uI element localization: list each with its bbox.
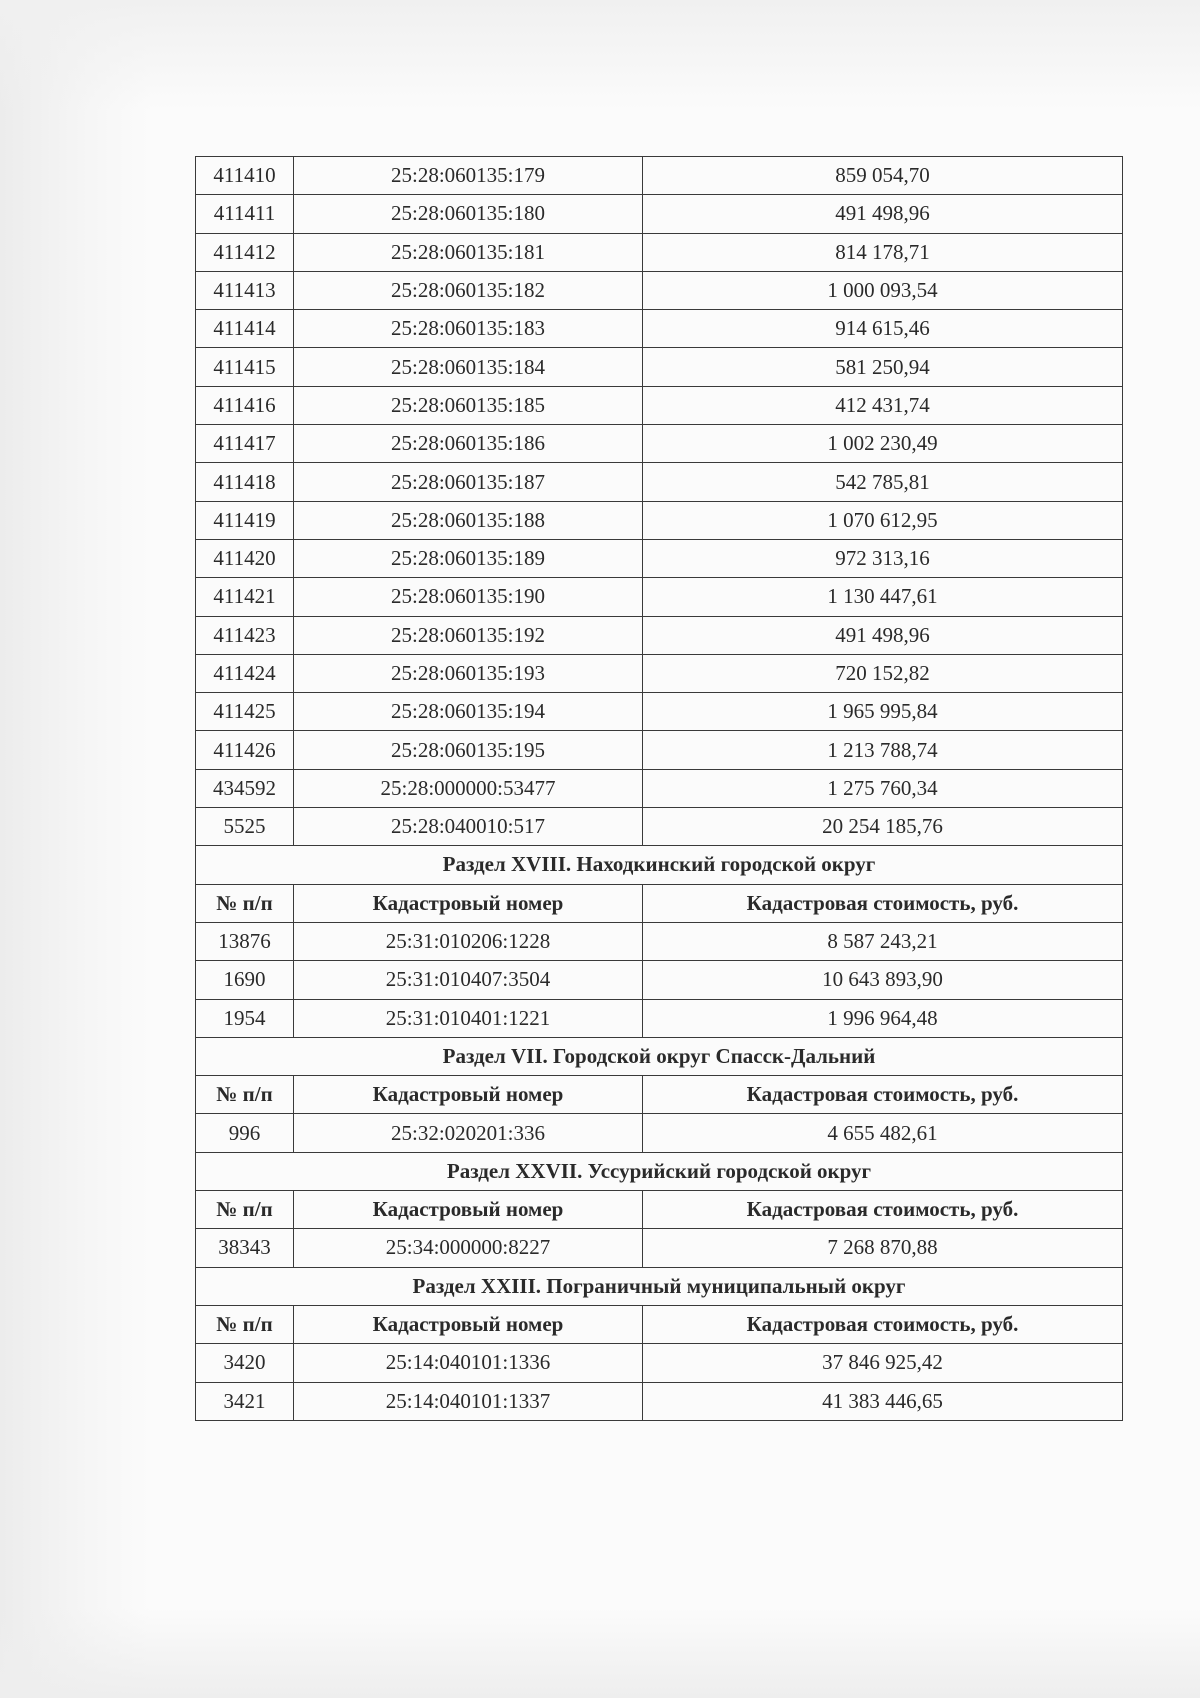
table-row <box>196 999 1123 1037</box>
table-row <box>196 463 1123 501</box>
cadastral-value-cell: 1 130 447,61 <box>643 578 1123 616</box>
table-row <box>196 769 1123 807</box>
table-row <box>196 961 1123 999</box>
row-number-cell: 411421 <box>196 578 294 616</box>
header-row-number: № п/п <box>196 1191 294 1229</box>
row-number-cell: 411414 <box>196 310 294 348</box>
header-row-number: № п/п <box>196 884 294 922</box>
header-cadastral-number: Кадастровый номер <box>294 1076 643 1114</box>
cadastral-number-cell: 25:28:060135:188 <box>294 501 643 539</box>
header-cadastral-number: Кадастровый номер <box>294 884 643 922</box>
row-number-cell: 13876 <box>196 922 294 960</box>
cadastral-value-cell: 1 996 964,48 <box>643 999 1123 1037</box>
table-row <box>196 539 1123 577</box>
table-row <box>196 1382 1123 1420</box>
table-row <box>196 195 1123 233</box>
table-row <box>196 693 1123 731</box>
cadastral-number-cell: 25:31:010206:1228 <box>294 922 643 960</box>
cadastral-number-cell: 25:28:060135:182 <box>294 271 643 309</box>
section-title: Раздел VII. Городской округ Спасск-Дальний <box>196 1037 1123 1075</box>
cadastral-table-body <box>196 157 1123 1421</box>
column-header-row <box>196 1305 1123 1343</box>
row-number-cell: 411419 <box>196 501 294 539</box>
cadastral-number-cell: 25:28:060135:183 <box>294 310 643 348</box>
row-number-cell: 411426 <box>196 731 294 769</box>
cadastral-number-cell: 25:32:020201:336 <box>294 1114 643 1152</box>
header-cadastral-value: Кадастровая стоимость, руб. <box>643 1305 1123 1343</box>
header-cadastral-number: Кадастровый номер <box>294 1305 643 1343</box>
row-number-cell: 5525 <box>196 808 294 846</box>
cadastral-value-cell: 8 587 243,21 <box>643 922 1123 960</box>
row-number-cell: 411413 <box>196 271 294 309</box>
cadastral-number-cell: 25:28:040010:517 <box>294 808 643 846</box>
row-number-cell: 3420 <box>196 1344 294 1382</box>
column-header-row <box>196 1076 1123 1114</box>
header-cadastral-value: Кадастровая стоимость, руб. <box>643 884 1123 922</box>
cadastral-number-cell: 25:31:010407:3504 <box>294 961 643 999</box>
table-row <box>196 271 1123 309</box>
cadastral-value-cell: 1 275 760,34 <box>643 769 1123 807</box>
table-row <box>196 654 1123 692</box>
cadastral-value-cell: 720 152,82 <box>643 654 1123 692</box>
cadastral-value-cell: 914 615,46 <box>643 310 1123 348</box>
table-row <box>196 808 1123 846</box>
cadastral-number-cell: 25:28:060135:192 <box>294 616 643 654</box>
row-number-cell: 3421 <box>196 1382 294 1420</box>
row-number-cell: 411411 <box>196 195 294 233</box>
cadastral-number-cell: 25:31:010401:1221 <box>294 999 643 1037</box>
cadastral-number-cell: 25:28:060135:181 <box>294 233 643 271</box>
cadastral-number-cell: 25:28:060135:195 <box>294 731 643 769</box>
section-title: Раздел XXIII. Пограничный муниципальный округ <box>196 1267 1123 1305</box>
row-number-cell: 411418 <box>196 463 294 501</box>
cadastral-number-cell: 25:28:000000:53477 <box>294 769 643 807</box>
row-number-cell: 411416 <box>196 386 294 424</box>
table-row <box>196 616 1123 654</box>
cadastral-value-cell: 37 846 925,42 <box>643 1344 1123 1382</box>
cadastral-value-cell: 1 002 230,49 <box>643 425 1123 463</box>
cadastral-number-cell: 25:28:060135:180 <box>294 195 643 233</box>
row-number-cell: 411410 <box>196 157 294 195</box>
section-title: Раздел XXVII. Уссурийский городской округ <box>196 1152 1123 1190</box>
row-number-cell: 1690 <box>196 961 294 999</box>
row-number-cell: 411424 <box>196 654 294 692</box>
cadastral-value-cell: 859 054,70 <box>643 157 1123 195</box>
cadastral-number-cell: 25:34:000000:8227 <box>294 1229 643 1267</box>
section-title-row <box>196 846 1123 884</box>
table-row <box>196 425 1123 463</box>
header-row-number: № п/п <box>196 1305 294 1343</box>
cadastral-value-cell: 41 383 446,65 <box>643 1382 1123 1420</box>
cadastral-value-cell: 542 785,81 <box>643 463 1123 501</box>
header-cadastral-value: Кадастровая стоимость, руб. <box>643 1191 1123 1229</box>
row-number-cell: 434592 <box>196 769 294 807</box>
table-row <box>196 1344 1123 1382</box>
cadastral-value-cell: 10 643 893,90 <box>643 961 1123 999</box>
row-number-cell: 1954 <box>196 999 294 1037</box>
table-row <box>196 731 1123 769</box>
cadastral-number-cell: 25:28:060135:187 <box>294 463 643 501</box>
cadastral-value-cell: 1 000 093,54 <box>643 271 1123 309</box>
cadastral-value-cell: 972 313,16 <box>643 539 1123 577</box>
cadastral-value-cell: 491 498,96 <box>643 616 1123 654</box>
cadastral-number-cell: 25:28:060135:185 <box>294 386 643 424</box>
scan-shading-bottom <box>0 1608 1200 1698</box>
cadastral-value-cell: 1 965 995,84 <box>643 693 1123 731</box>
table-row <box>196 386 1123 424</box>
scan-shading-top <box>0 0 1200 110</box>
table-row <box>196 922 1123 960</box>
cadastral-number-cell: 25:28:060135:189 <box>294 539 643 577</box>
cadastral-value-cell: 1 213 788,74 <box>643 731 1123 769</box>
header-row-number: № п/п <box>196 1076 294 1114</box>
section-title-row <box>196 1267 1123 1305</box>
table-row <box>196 310 1123 348</box>
scan-shading-left <box>0 0 150 1698</box>
table-row <box>196 157 1123 195</box>
row-number-cell: 411417 <box>196 425 294 463</box>
row-number-cell: 411425 <box>196 693 294 731</box>
table-row <box>196 233 1123 271</box>
header-cadastral-value: Кадастровая стоимость, руб. <box>643 1076 1123 1114</box>
table-row <box>196 578 1123 616</box>
table-row <box>196 348 1123 386</box>
section-title: Раздел XVIII. Находкинский городской округ <box>196 846 1123 884</box>
cadastral-value-cell: 491 498,96 <box>643 195 1123 233</box>
header-cadastral-number: Кадастровый номер <box>294 1191 643 1229</box>
cadastral-value-cell: 814 178,71 <box>643 233 1123 271</box>
section-title-row <box>196 1152 1123 1190</box>
cadastral-value-cell: 7 268 870,88 <box>643 1229 1123 1267</box>
cadastral-number-cell: 25:28:060135:184 <box>294 348 643 386</box>
cadastral-number-cell: 25:28:060135:194 <box>294 693 643 731</box>
row-number-cell: 411420 <box>196 539 294 577</box>
cadastral-number-cell: 25:28:060135:193 <box>294 654 643 692</box>
table-row <box>196 1229 1123 1267</box>
cadastral-number-cell: 25:28:060135:190 <box>294 578 643 616</box>
cadastral-value-cell: 581 250,94 <box>643 348 1123 386</box>
row-number-cell: 411412 <box>196 233 294 271</box>
column-header-row <box>196 1191 1123 1229</box>
cadastral-value-cell: 412 431,74 <box>643 386 1123 424</box>
column-header-row <box>196 884 1123 922</box>
cadastral-number-cell: 25:14:040101:1337 <box>294 1382 643 1420</box>
section-title-row <box>196 1037 1123 1075</box>
cadastral-number-cell: 25:14:040101:1336 <box>294 1344 643 1382</box>
row-number-cell: 411423 <box>196 616 294 654</box>
cadastral-value-cell: 1 070 612,95 <box>643 501 1123 539</box>
row-number-cell: 411415 <box>196 348 294 386</box>
row-number-cell: 996 <box>196 1114 294 1152</box>
cadastral-value-cell: 4 655 482,61 <box>643 1114 1123 1152</box>
cadastral-number-cell: 25:28:060135:186 <box>294 425 643 463</box>
cadastral-value-cell: 20 254 185,76 <box>643 808 1123 846</box>
table-row <box>196 1114 1123 1152</box>
cadastral-number-cell: 25:28:060135:179 <box>294 157 643 195</box>
table-row <box>196 501 1123 539</box>
row-number-cell: 38343 <box>196 1229 294 1267</box>
cadastral-table <box>195 156 1123 1421</box>
